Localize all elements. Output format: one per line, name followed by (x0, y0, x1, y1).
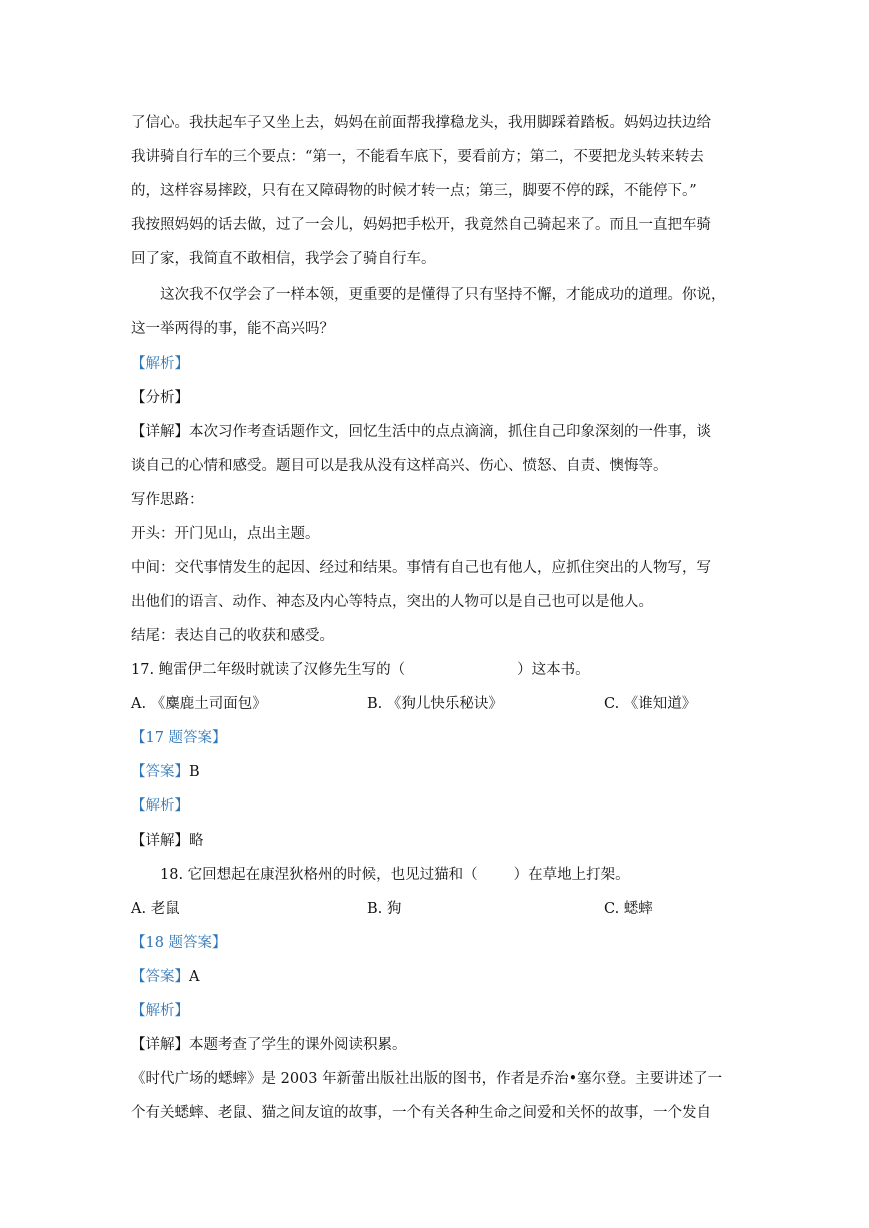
detail-line: 谈自己的心情和感受。题目可以是我从没有这样高兴、伤心、愤怒、自责、懊悔等。 (131, 458, 668, 474)
answer-line (131, 965, 199, 986)
writing-opening: 开头：开门见山，点出主题。 (131, 526, 320, 542)
writing-middle: 出他们的语言、动作、神态及内心等特点，突出的人物可以是自己也可以是他人。 (131, 594, 653, 610)
detail-line: 【详解】本次习作考查话题作文，回忆生活中的点点滴滴，抓住自己印象深刻的一件事，谈 (131, 424, 711, 440)
answer-header: 【17 题答案】 (131, 730, 227, 746)
question-17-stem-part: ）这本书。 (517, 662, 590, 678)
question-17-stem-part: 17. 鲍雷伊二年级时就读了汉修先生写的（ (131, 662, 406, 678)
narrative-line: 我讲骑自行车的三个要点：“第一，不能看车底下，要看前方；第二，不要把龙头转来转去 (131, 149, 704, 165)
narrative-line: 了信心。我扶起车子又坐上去，妈妈在前面帮我撑稳龙头，我用脚踩着踏板。妈妈边扶边给 (131, 115, 711, 131)
question-18-stem-part: ）在草地上打架。 (513, 867, 630, 883)
body-line: 个有关蟋蟀、老鼠、猫之间友谊的故事，一个有关各种生命之间爱和关怀的故事，一个发自 (131, 1105, 711, 1121)
answer-letter: B (189, 764, 200, 780)
analysis-header: 【解析】 (131, 798, 189, 814)
question-17-stem (131, 658, 590, 679)
option-c: C. 《谁知道》 (604, 696, 697, 712)
option-b: B. 狗 (367, 901, 402, 917)
answer-value: 【答案】 (131, 969, 189, 985)
question-18-stem-part: 18. 它回想起在康涅狄格州的时候，也见过猫和（ (160, 867, 478, 883)
fenxi-header: 【分析】 (131, 390, 189, 406)
detail-line: 【详解】略 (131, 833, 204, 849)
narrative-line: 的，这样容易摔跤，只有在又障碍物的时候才转一点；第三，脚要不停的踩，不能停下。” (131, 183, 697, 199)
writing-ending: 结尾：表达自己的收获和感受。 (131, 628, 334, 644)
narrative-line: 这次我不仅学会了一样本领，更重要的是懂得了只有坚持不懈，才能成功的道理。你说， (160, 287, 726, 303)
analysis-header: 【解析】 (131, 1003, 189, 1019)
answer-header: 【18 题答案】 (131, 935, 227, 951)
narrative-line: 回了家，我简直不敢相信，我学会了骑自行车。 (131, 251, 436, 267)
writing-middle: 中间：交代事情发生的起因、经过和结果。事情有自己也有他人，应抓住突出的人物写，写 (131, 560, 711, 576)
detail-line: 【详解】本题考查了学生的课外阅读积累。 (131, 1037, 407, 1053)
writing-idea-label: 写作思路： (131, 492, 204, 508)
body-line: 《时代广场的蟋蟀》是 2003 年新蕾出版社出版的图书，作者是乔治•塞尔登。主要讲述了一 (131, 1071, 723, 1087)
answer-value: 【答案】 (131, 764, 189, 780)
answer-line (131, 760, 200, 781)
option-b: B. 《狗儿快乐秘诀》 (367, 696, 503, 712)
option-a: A. 老鼠 (131, 901, 180, 917)
answer-letter: A (189, 969, 200, 985)
question-18-stem (160, 863, 630, 884)
option-a: A. 《麋鹿土司面包》 (131, 696, 267, 712)
narrative-line: 这一举两得的事，能不高兴吗？ (131, 321, 334, 337)
analysis-header: 【解析】 (131, 356, 189, 372)
option-c: C. 蟋蟀 (604, 901, 653, 917)
narrative-line: 我按照妈妈的话去做，过了一会儿，妈妈把手松开，我竟然自己骑起来了。而且一直把车骑 (131, 217, 711, 233)
